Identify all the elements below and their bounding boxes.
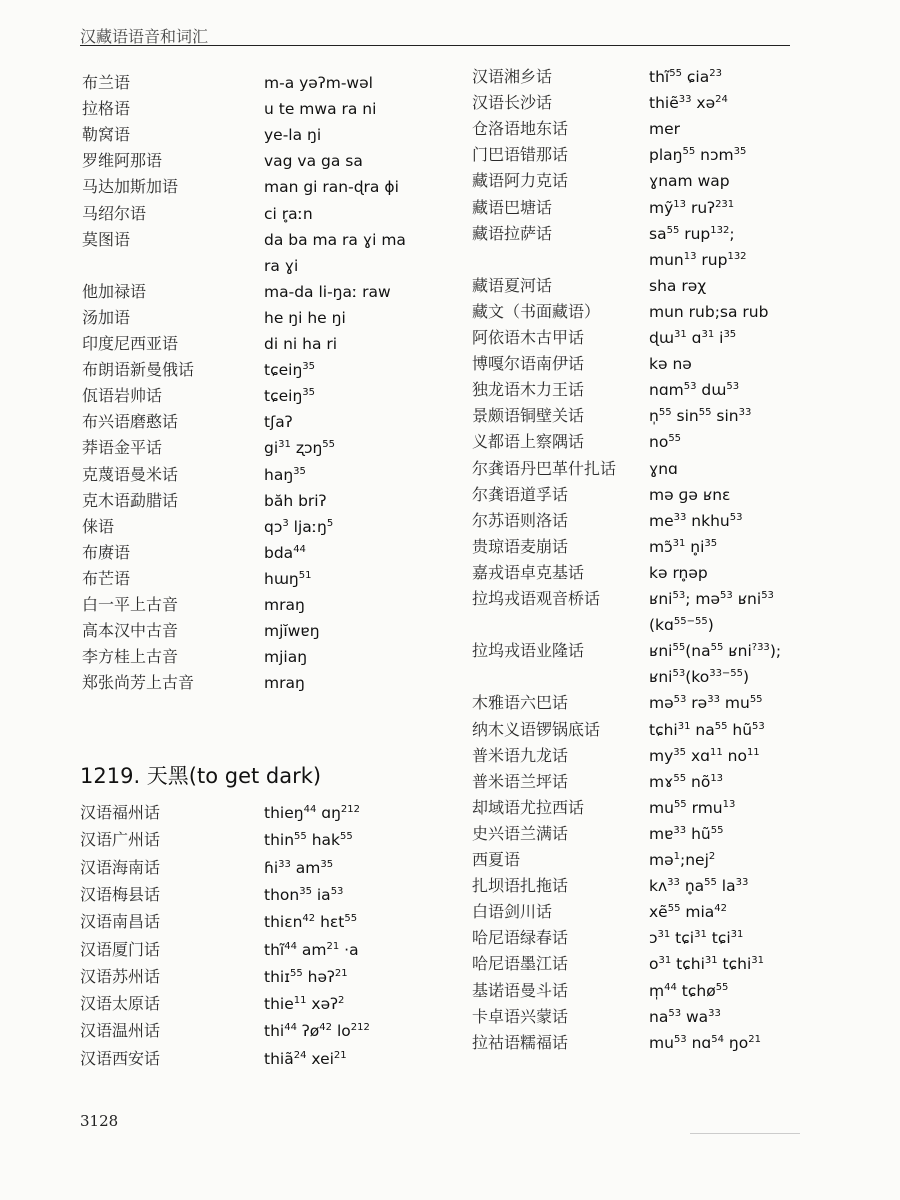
entry-form: ɖɯ$^{31}$ ɑ$^{31}$ $i^{35}$ [649,329,737,347]
entry-language: 门巴语错那话 [472,145,569,165]
entry-language: 罗维阿那语 [82,151,163,171]
entry-form: m̩$^{44}$ tɕhø$^{55}$ [649,981,729,1000]
entry-form: he ŋi he ŋi [264,308,346,327]
entry-language: 景颇语铜壁关话 [472,406,585,426]
entry-language: 却域语尤拉西话 [472,797,585,817]
entry-form: ʁni$^{53}$; mə$^{53}$ ʁni$^{53}$ [649,590,774,608]
entry-language: 李方桂上古音 [82,647,179,667]
entry-form: plaŋ$^{55}$ nɔm$^{35}$ [649,146,747,165]
entry-form: ɦi$^{33}$ $am^{35}$ [264,858,334,877]
entry-language: 他加禄语 [82,281,147,301]
entry-form: sha rəχ [649,276,707,295]
entry-language: 拉格语 [82,99,131,119]
entry-language: 义都语上察隅话 [472,432,585,452]
entry-language: 藏语阿力克话 [472,171,569,191]
entry-form: $o^{31}$ tɕhi$^{31}$ tɕhi$^{31}$ [649,955,765,974]
entry-language: 高本汉中古音 [82,621,179,641]
entry-language: 汉语厦门话 [80,939,161,959]
entry-language: 拉祜语糯福话 [472,1032,569,1052]
entry-form: thiã$^{24}$ xei$^{21}$ [264,1049,347,1068]
entry-language: 汉语海南话 [80,857,161,877]
entry-form: bda$^{44}$ [264,543,306,562]
entry-language: 普米语九龙话 [472,745,569,765]
entry-form: mỹ$^{13}$ ruʔ$^{231}$ [649,198,735,217]
entry-form: mer [649,120,681,139]
entry-form: $na^{53}$ $wa^{33}$ [649,1007,721,1026]
entry-language: 藏语巴塘话 [472,197,553,217]
entry-form: mraŋ [264,674,305,693]
entry-language: 嘉戎语卓克基话 [472,562,585,582]
entry-language: 克蔑语曼米话 [82,464,179,484]
entry-language: 布赓语 [82,542,131,562]
entry-form: man gi ran-ɖra ɸi [264,178,399,197]
entry-language: 仓洛语地东话 [472,119,569,139]
entry-form: hɯŋ$^{51}$ [264,569,312,588]
entry-form: ye-la ŋi [264,126,322,145]
entry-form: $no^{55}$ [649,433,682,452]
entry-language: 布芒语 [82,568,131,588]
entry-language: 莫图语 [82,229,131,249]
entry-form: mɤ$^{55}$ $nõ^{13}$ [649,772,724,791]
entry-form: tɕeiŋ$^{35}$ [264,387,315,406]
entry-form: thĩ$^{55}$ ɕia$^{23}$ [649,68,722,86]
entry-language: 布朗语新曼俄话 [82,360,195,380]
entry-form: thon$^{35}$ $ia^{53}$ [264,885,344,904]
section-title: 1219. 天黑(to get dark) [80,764,322,788]
entry-form: $ʁni^{53}(ko^{33-55})$ [649,668,750,687]
entry-language: 卡卓语兴蒙话 [472,1006,569,1026]
entry-form: thiẽ$^{33}$ xə$^{24}$ [649,94,728,113]
entry-form: mun$^{13}$ rup$^{132}$ [649,250,747,269]
entry-language: 独龙语木力王话 [472,380,585,400]
entry-language: 汉语广州话 [80,830,161,850]
entry-form: tʃaʔ [264,413,293,432]
entry-form: ra ɣi [264,256,299,275]
entry-form: mə ɡə ʁnɛ [649,485,731,504]
entry-form: thie$^{11}$ xəʔ$^2$ [264,995,345,1014]
entry-language: 拉坞戎语观音桥话 [472,589,601,608]
entry-form: m-a yəʔm-wəl [264,74,373,92]
entry-language: 白一平上古音 [82,595,179,614]
entry-form: mun rub;sa rub [649,302,769,321]
entry-language: 汉语长沙话 [472,93,553,113]
entry-language: 汤加语 [82,307,131,327]
entry-form: u te mwa ra ni [264,100,377,119]
entry-language: 木雅语六巴话 [472,693,569,713]
entry-form: $sa^{55}$ rup$^{132}$; [649,224,735,243]
entry-form: mjĭwɐŋ [264,622,320,641]
entry-form: (kɑ$^{55-55}$) [649,616,714,635]
entry-language: 汉语湘乡话 [472,67,553,86]
entry-form: mjiaŋ [264,648,308,667]
entry-language: 汉语温州话 [80,1021,161,1041]
entry-form: kʌ$^{33}$ $n̥a^{55}$ $la^{33}$ [649,877,749,896]
entry-language: 尔苏语则洛话 [472,510,569,530]
entry-language: 勒窝语 [82,125,131,145]
entry-form: qɔ$^3$ ljaːŋ$^5$ [264,517,334,536]
entry-form: $my^{35}$ xɑ$^{11}$ $no^{11}$ [649,746,760,765]
entry-form: thiɛn$^{42}$ hɛt$^{55}$ [264,913,358,932]
entry-form: mə$^1$;nej$^2$ [649,851,716,869]
entry-form: $me^{33}$ nkhu$^{53}$ [649,511,743,530]
entry-language: 汉语梅县话 [80,884,161,904]
entry-form: haŋ$^{35}$ [264,465,306,484]
entry-form: $mu^{53}$ nɑ$^{54}$ $ŋo^{21}$ [649,1033,761,1052]
entry-language: 郑张尚芳上古音 [82,673,195,693]
entry-language: 白语剑川话 [472,902,553,922]
entry-language: 佤语岩帅话 [82,386,163,406]
entry-language: 尔龚语道孚话 [472,484,569,504]
entry-form: ci r̥aːn [264,204,313,223]
entry-form: mɐ$^{33}$ $hũ^{55}$ [649,824,724,843]
entry-form: di ni ha ri [264,335,338,353]
entry-language: 汉语西安话 [80,1048,161,1068]
entry-form: ɣnam wap [649,172,730,191]
entry-language: 汉语苏州话 [80,966,161,986]
entry-language: 俫语 [82,516,115,536]
entry-language: 基诺语曼斗话 [472,980,569,1000]
entry-form: thĩ$^{44}$ $am^{21} \cdot a$ [264,940,359,959]
entry-language: 西夏语 [472,850,521,869]
entry-form: $mu^{55}$ rmu$^{13}$ [649,798,736,817]
entry-form: kə nə [649,355,692,374]
entry-form: thi$^{44}$ ʔø$^{42}$ $lo^{212}$ [264,1022,370,1041]
entry-form: thieŋ$^{44}$ ɑŋ$^{212}$ [264,804,360,822]
entry-form: thin$^{55}$ hak$^{55}$ [264,831,353,850]
footer-rule [690,1133,800,1134]
entry-language: 博嘎尔语南伊话 [472,354,585,374]
entry-language: 汉语南昌话 [80,912,161,932]
entry-language: 尔龚语丹巴革什扎话 [472,458,617,478]
entry-language: 印度尼西亚语 [82,334,179,353]
entry-form: da ba ma ra ɣi ma [264,230,406,249]
entry-form: mɔ̃$^{31}$ $n̥i^{35}$ [649,537,718,556]
entry-language: 藏语夏河话 [472,275,553,295]
entry-form: nɑm$^{53}$ dɯ$^{53}$ [649,381,740,400]
entry-form: n̩$^{55}$ $\sin^{55} \sin^{33}$ [649,407,752,426]
entry-language: 马绍尔语 [82,203,147,223]
entry-form: tɕhi$^{31}$ $na^{55}$ $hũ^{53}$ [649,720,765,739]
entry-language: 纳木义语锣锅底话 [472,719,601,739]
entry-form: ɔ$^{31}$ tɕi$^{31}$ tɕi$^{31}$ [649,929,744,948]
entry-form: băh briʔ [264,491,327,510]
entry-form: vag va ga sa [264,152,363,171]
entry-language: 莽语金平话 [82,438,163,458]
entry-form: mraŋ [264,596,305,614]
entry-language: 克木语勐腊话 [82,490,179,510]
entry-language: 藏文（书面藏语） [472,301,601,321]
entry-form: ɣnɑ [649,459,678,478]
entry-language: 哈尼语绿春话 [472,928,569,948]
entry-language: 布兰语 [82,73,131,92]
entry-language: 拉坞戎语业隆话 [472,641,585,661]
running-header: 汉藏语语音和词汇 [80,27,209,46]
entry-form: tɕeiŋ$^{35}$ [264,361,315,380]
header-rule [80,45,790,46]
entry-language: 阿依语木古甲话 [472,328,585,347]
entry-language: 汉语太原话 [80,994,161,1014]
entry-form: mə$^{53}$ rə$^{33}$ $mu^{55}$ [649,694,763,713]
entry-form: $gi^{31}$ ʐɔŋ$^{55}$ [264,439,336,458]
entry-language: 扎坝语扎拖话 [472,876,569,896]
page-number: 3128 [80,1112,119,1130]
entry-form: $ʁni^{55}(na^{55}$ ʁni$^{?33}$); [649,642,782,661]
entry-form: xẽ$^{55}$ mia$^{42}$ [649,903,728,922]
entry-language: 贵琼语麦崩话 [472,536,569,556]
entry-language: 藏语拉萨话 [472,223,553,243]
entry-language: 哈尼语墨江话 [472,954,569,974]
entry-form: ma-da li-ŋaː raw [264,282,391,301]
entry-language: 普米语兰坪话 [472,771,569,791]
entry-language: 马达加斯加语 [82,177,179,197]
entry-form: thiɪ$^{55}$ həʔ$^{21}$ [264,967,348,986]
entry-language: 史兴语兰满话 [472,823,569,843]
entry-language: 布兴语磨憨话 [82,412,179,432]
entry-language: 汉语福州话 [80,803,161,822]
entry-form: kə rn̥əp [649,563,708,582]
